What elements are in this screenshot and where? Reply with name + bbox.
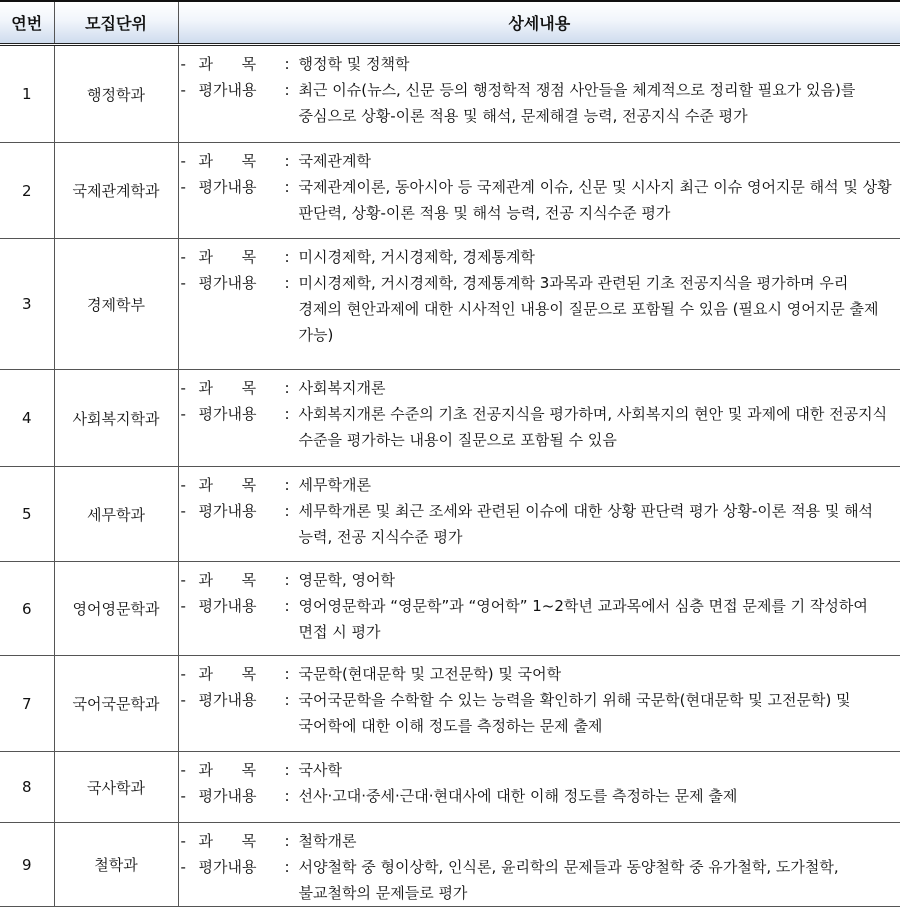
- detail-cell: [178, 562, 900, 656]
- bullet-dash: -: [179, 854, 199, 906]
- evaluation-label: 평가내용: [199, 854, 285, 906]
- subject-line: [179, 51, 900, 77]
- colon: :: [285, 854, 299, 906]
- bullet-dash: -: [179, 593, 199, 645]
- evaluation-text: 미시경제학, 거시경제학, 경제통계학 3과목과 관련된 기초 전공지식을 평가하며 우리 경제의 현안과제에 대한 시사적인 내용이 질문으로 포함될 수 있음 (필요시 영어지문 출제 가능): [299, 270, 900, 348]
- evaluation-label: 평가내용: [199, 77, 285, 129]
- evaluation-label: 평가내용: [199, 498, 285, 550]
- table-row: [0, 467, 900, 562]
- colon: :: [285, 567, 299, 593]
- subject-text: 철학개론: [299, 828, 900, 854]
- colon: :: [285, 174, 299, 226]
- bullet-dash: -: [179, 783, 199, 809]
- header-detail: 상세내용: [178, 1, 900, 45]
- subject-line: [179, 567, 900, 593]
- detail-cell: [178, 823, 900, 907]
- colon: :: [285, 148, 299, 174]
- subject-text: 영문학, 영어학: [299, 567, 900, 593]
- recruitment-unit: 세무학과: [54, 467, 178, 562]
- subject-label: 과 목: [199, 148, 285, 174]
- colon: :: [285, 687, 299, 739]
- evaluation-line: [179, 174, 900, 226]
- evaluation-text: 세무학개론 및 최근 조세와 관련된 이슈에 대한 상황 판단력 평가 상황-이론 적용 및 해석 능력, 전공 지식수준 평가: [299, 498, 900, 550]
- header-unit: 모집단위: [54, 1, 178, 45]
- evaluation-line: [179, 401, 900, 453]
- subject-label: 과 목: [199, 244, 285, 270]
- subject-text: 세무학개론: [299, 472, 900, 498]
- evaluation-label: 평가내용: [199, 783, 285, 809]
- row-number: 6: [0, 562, 54, 656]
- bullet-dash: -: [179, 828, 199, 854]
- subject-line: [179, 828, 900, 854]
- colon: :: [285, 593, 299, 645]
- subject-label: 과 목: [199, 757, 285, 783]
- colon: :: [285, 661, 299, 687]
- bullet-dash: -: [179, 401, 199, 453]
- colon: :: [285, 77, 299, 129]
- subject-label: 과 목: [199, 472, 285, 498]
- colon: :: [285, 51, 299, 77]
- recruitment-unit: 행정학과: [54, 45, 178, 143]
- subject-text: 미시경제학, 거시경제학, 경제통계학: [299, 244, 900, 270]
- evaluation-text: 최근 이슈(뉴스, 신문 등의 행정학적 쟁점 사안들을 체계적으로 정리할 필요가 있음)를 중심으로 상황-이론 적용 및 해석, 문제해결 능력, 전공지식 수준 평가: [299, 77, 900, 129]
- row-number: 1: [0, 45, 54, 143]
- subject-label: 과 목: [199, 375, 285, 401]
- table-row: [0, 370, 900, 467]
- bullet-dash: -: [179, 687, 199, 739]
- bullet-dash: -: [179, 472, 199, 498]
- evaluation-line: [179, 687, 900, 739]
- bullet-dash: -: [179, 567, 199, 593]
- table-row: [0, 562, 900, 656]
- subject-label: 과 목: [199, 828, 285, 854]
- evaluation-line: [179, 77, 900, 129]
- colon: :: [285, 757, 299, 783]
- evaluation-text: 서양철학 중 형이상학, 인식론, 윤리학의 문제들과 동양철학 중 유가철학, 도가철학, 불교철학의 문제들로 평가: [299, 854, 900, 906]
- colon: :: [285, 375, 299, 401]
- bullet-dash: -: [179, 244, 199, 270]
- subject-text: 행정학 및 정책학: [299, 51, 900, 77]
- row-number: 5: [0, 467, 54, 562]
- evaluation-line: [179, 593, 900, 645]
- bullet-dash: -: [179, 174, 199, 226]
- subject-text: 국문학(현대문학 및 고전문학) 및 국어학: [299, 661, 900, 687]
- evaluation-text: 국제관계이론, 동아시아 등 국제관계 이슈, 신문 및 시사지 최근 이슈 영어지문 해석 및 상황 판단력, 상황-이론 적용 및 해석 능력, 전공 지식수준 평가: [299, 174, 900, 226]
- evaluation-line: [179, 783, 900, 809]
- header-row: [0, 1, 900, 45]
- subject-line: [179, 244, 900, 270]
- recruitment-unit: 영어영문학과: [54, 562, 178, 656]
- table-row: [0, 656, 900, 752]
- subject-label: 과 목: [199, 567, 285, 593]
- colon: :: [285, 270, 299, 348]
- evaluation-text: 선사·고대·중세·근대·현대사에 대한 이해 정도를 측정하는 문제 출제: [299, 783, 900, 809]
- bullet-dash: -: [179, 661, 199, 687]
- detail-cell: [178, 239, 900, 370]
- evaluation-line: [179, 270, 900, 348]
- subject-line: [179, 661, 900, 687]
- colon: :: [285, 828, 299, 854]
- recruitment-unit: 국제관계학과: [54, 143, 178, 239]
- subject-line: [179, 375, 900, 401]
- bullet-dash: -: [179, 498, 199, 550]
- evaluation-text: 사회복지개론 수준의 기초 전공지식을 평가하며, 사회복지의 현안 및 과제에 대한 전공지식 수준을 평가하는 내용이 질문으로 포함될 수 있음: [299, 401, 900, 453]
- colon: :: [285, 401, 299, 453]
- bullet-dash: -: [179, 270, 199, 348]
- row-number: 7: [0, 656, 54, 752]
- colon: :: [285, 472, 299, 498]
- row-number: 4: [0, 370, 54, 467]
- header-no: 연번: [0, 1, 54, 45]
- recruitment-unit: 경제학부: [54, 239, 178, 370]
- detail-cell: [178, 370, 900, 467]
- subject-text: 국사학: [299, 757, 900, 783]
- colon: :: [285, 498, 299, 550]
- row-number: 8: [0, 752, 54, 823]
- evaluation-label: 평가내용: [199, 593, 285, 645]
- evaluation-text: 영어영문학과 “영문학”과 “영어학” 1~2학년 교과목에서 심층 면접 문제를 기 작성하여 면접 시 평가: [299, 593, 900, 645]
- evaluation-text: 국어국문학을 수학할 수 있는 능력을 확인하기 위해 국문학(현대문학 및 고전문학) 및 국어학에 대한 이해 정도를 측정하는 문제 출제: [299, 687, 900, 739]
- row-number: 3: [0, 239, 54, 370]
- recruitment-unit: 국사학과: [54, 752, 178, 823]
- evaluation-label: 평가내용: [199, 174, 285, 226]
- bullet-dash: -: [179, 375, 199, 401]
- recruitment-unit: 국어국문학과: [54, 656, 178, 752]
- subject-line: [179, 472, 900, 498]
- bullet-dash: -: [179, 757, 199, 783]
- table-row: [0, 752, 900, 823]
- detail-cell: [178, 143, 900, 239]
- colon: :: [285, 783, 299, 809]
- row-number: 9: [0, 823, 54, 907]
- row-number: 2: [0, 143, 54, 239]
- detail-cell: [178, 656, 900, 752]
- table-row: [0, 143, 900, 239]
- recruitment-unit: 철학과: [54, 823, 178, 907]
- evaluation-label: 평가내용: [199, 270, 285, 348]
- subject-line: [179, 148, 900, 174]
- subject-label: 과 목: [199, 51, 285, 77]
- evaluation-label: 평가내용: [199, 687, 285, 739]
- table-row: [0, 823, 900, 907]
- table-row: [0, 239, 900, 370]
- detail-cell: [178, 752, 900, 823]
- bullet-dash: -: [179, 77, 199, 129]
- colon: :: [285, 244, 299, 270]
- evaluation-line: [179, 854, 900, 906]
- detail-cell: [178, 45, 900, 143]
- detail-cell: [178, 467, 900, 562]
- subject-text: 사회복지개론: [299, 375, 900, 401]
- subject-label: 과 목: [199, 661, 285, 687]
- subject-text: 국제관계학: [299, 148, 900, 174]
- bullet-dash: -: [179, 148, 199, 174]
- subject-line: [179, 757, 900, 783]
- table-row: [0, 45, 900, 143]
- recruitment-unit: 사회복지학과: [54, 370, 178, 467]
- bullet-dash: -: [179, 51, 199, 77]
- evaluation-line: [179, 498, 900, 550]
- evaluation-label: 평가내용: [199, 401, 285, 453]
